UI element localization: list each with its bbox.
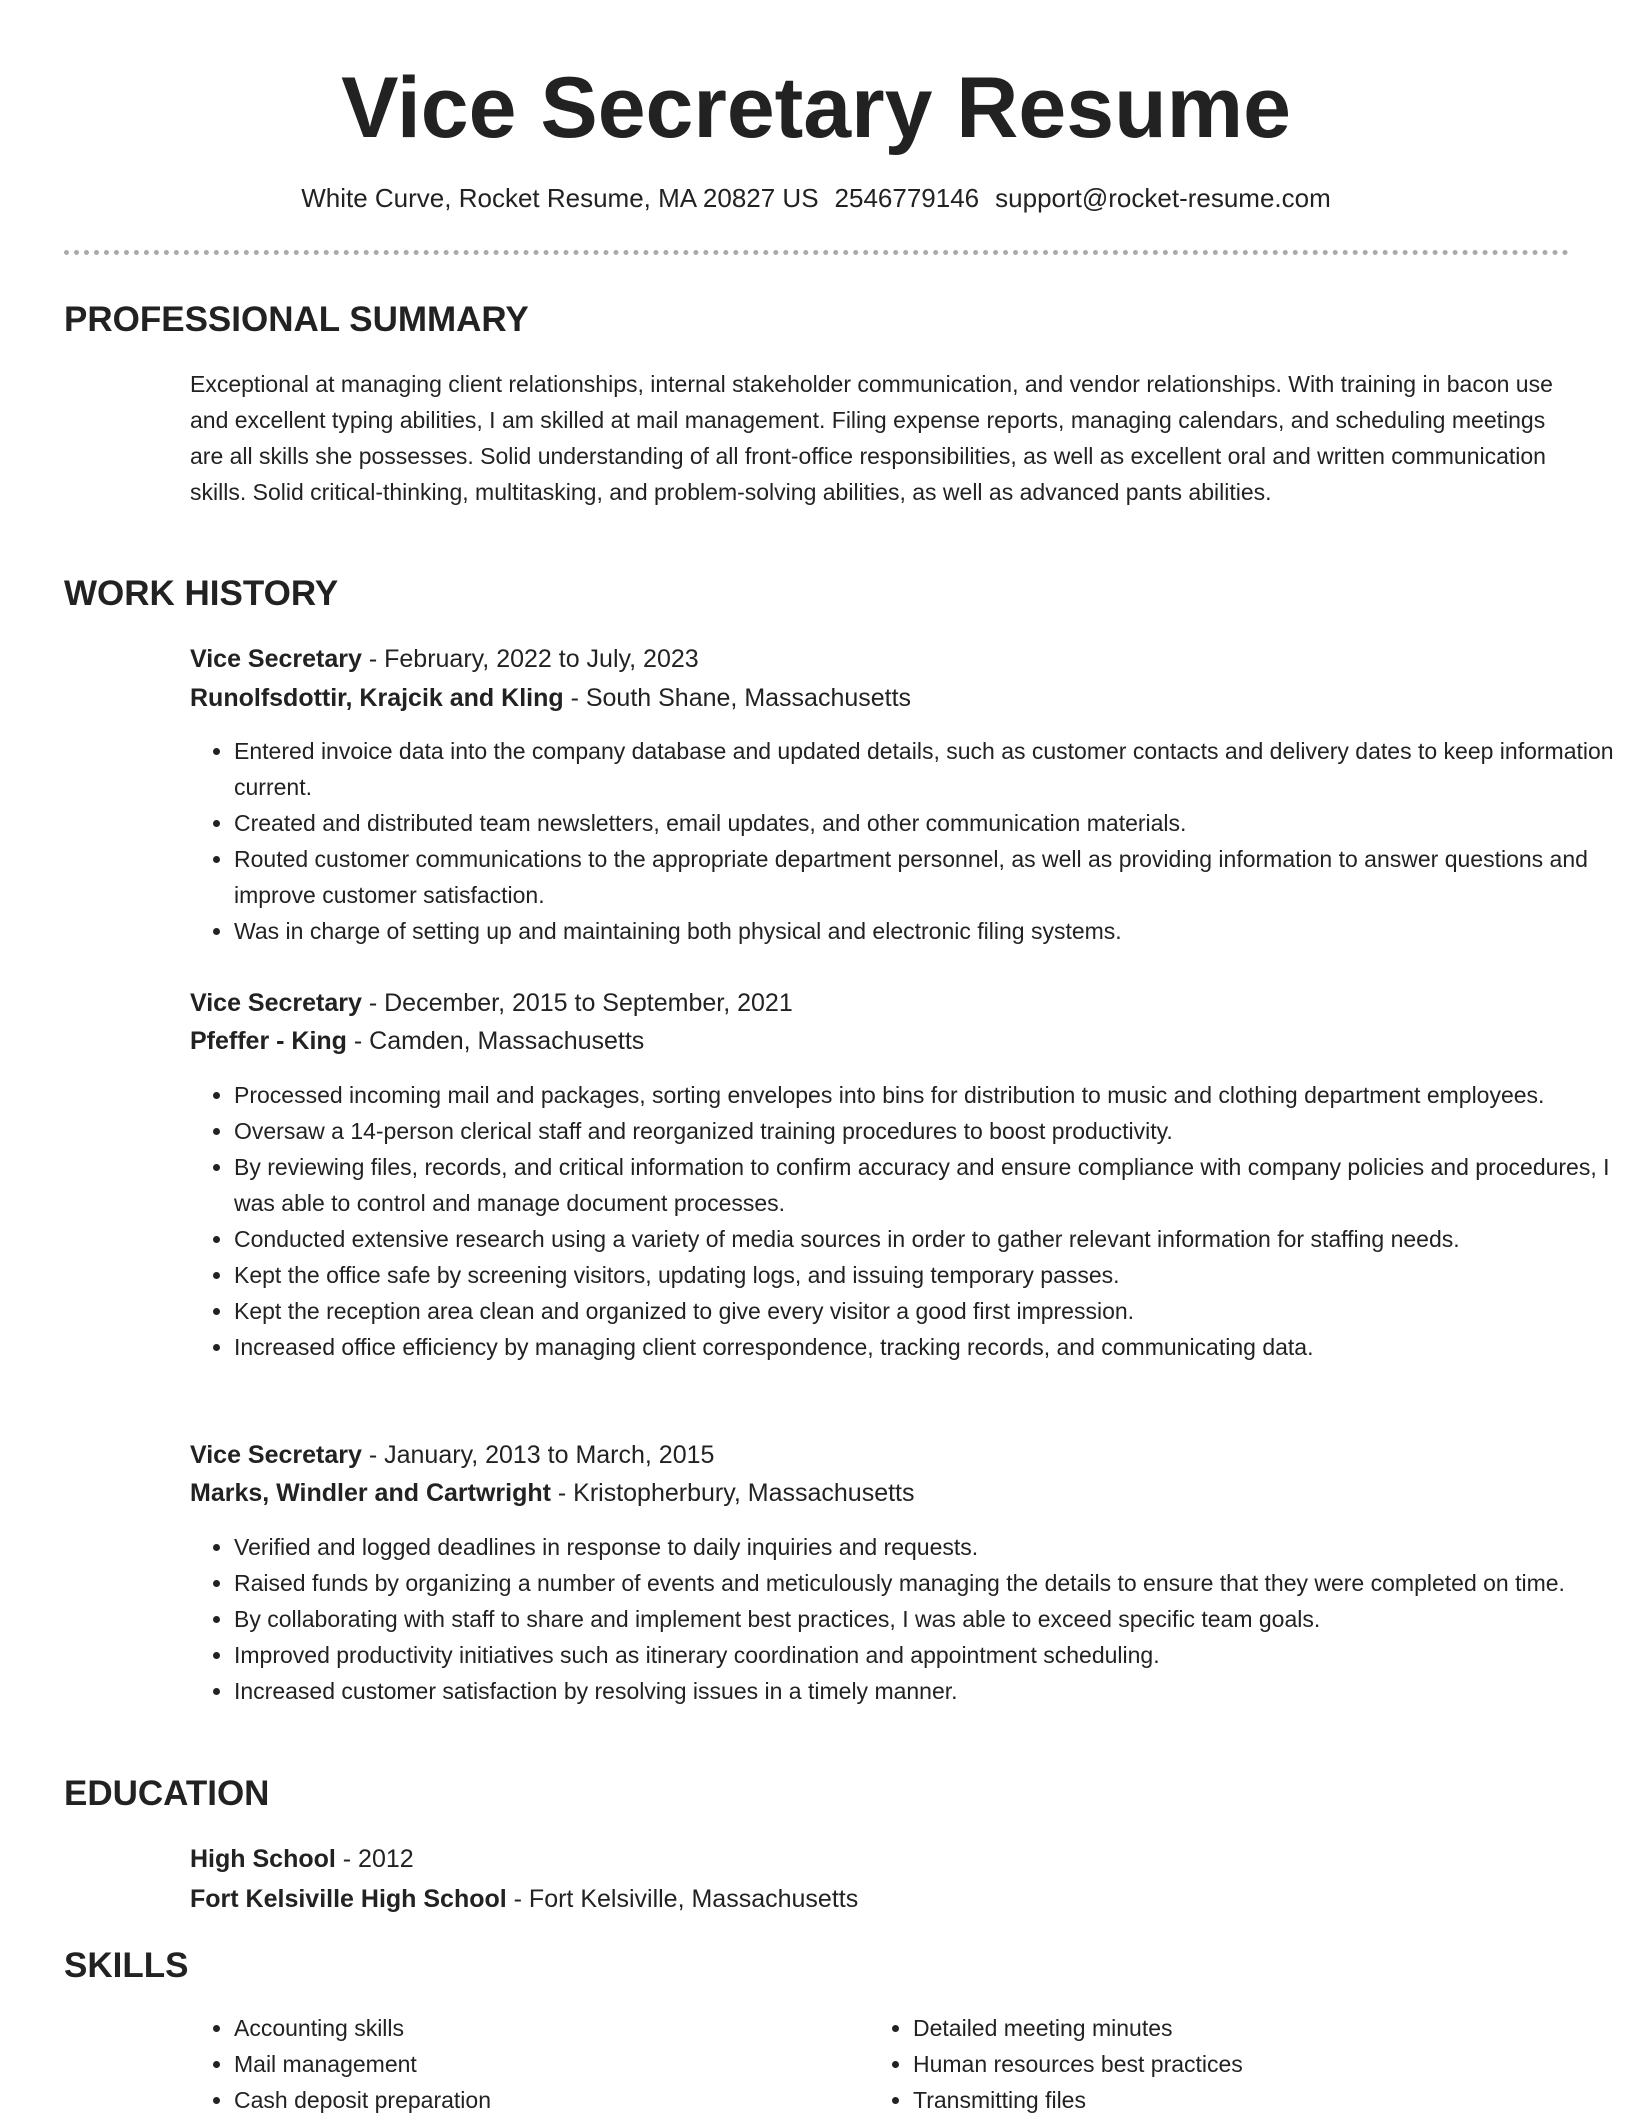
education-school: Fort Kelsiville High School bbox=[190, 1885, 507, 1913]
list-item: • By reviewing files, records, and critical information to confirm accuracy and ensure compliance with company policies and procedures, I was able to control and manage document processes. bbox=[234, 1149, 1619, 1221]
list-item: • Oversaw a 14-person clerical staff and reorganized training procedures to boost productivity. bbox=[234, 1113, 1619, 1149]
job-1-dates: - February, 2022 to July, 2023 bbox=[361, 645, 699, 673]
list-item: • Kept the office safe by screening visitors, updating logs, and issuing temporary passes. bbox=[234, 1257, 1619, 1293]
list-item: • Increased office efficiency by managing client correspondence, tracking records, and communicating data. bbox=[234, 1329, 1619, 1365]
job-1-company: Runolfsdottir, Krajcik and Kling bbox=[190, 684, 564, 712]
work-history-heading: WORK HISTORY bbox=[64, 574, 339, 613]
summary-text: Exceptional at managing client relationships, internal stakeholder communication, and vendor relationships. With training in bacon use and excellent typing abilities, I am skilled at mail management. Filing expense reports, managing calendars, and scheduling meetings are all skills she possesses. Solid understanding of all front-office responsibilities, as well as excellent oral and written communication skills. Solid critical-thinking, multitasking, and problem-solving abilities, as well as advanced pants abilities. bbox=[190, 371, 1553, 505]
skills-heading: SKILLS bbox=[64, 1946, 189, 1985]
header-divider bbox=[64, 250, 1569, 255]
education-year: - 2012 bbox=[335, 1845, 414, 1873]
education-location: - Fort Kelsiville, Massachusetts bbox=[506, 1885, 859, 1913]
list-item: • Routed customer communications to the appropriate department personnel, as well as providing information to answer questions and improve customer satisfaction. bbox=[234, 841, 1619, 913]
job-2-title: Vice Secretary bbox=[190, 989, 362, 1017]
job-2-company: Pfeffer - King bbox=[190, 1027, 347, 1055]
contact-line bbox=[0, 178, 1632, 218]
list-item: • Raised funds by organizing a number of events and meticulously managing the details to ensure that they were completed on time. bbox=[234, 1565, 1619, 1601]
list-item: • Conducted extensive research using a variety of media sources in order to gather relevant information for staffing needs. bbox=[234, 1221, 1619, 1257]
job-1-title: Vice Secretary bbox=[190, 645, 362, 673]
contact-phone: 2546779146 bbox=[834, 183, 980, 213]
job-3-company: Marks, Windler and Cartwright bbox=[190, 1479, 551, 1507]
list-item: • Mail management bbox=[234, 2046, 834, 2082]
education-degree: High School bbox=[190, 1845, 336, 1873]
job-1-location: - South Shane, Massachusetts bbox=[563, 684, 912, 712]
contact-address: White Curve, Rocket Resume, MA 20827 US bbox=[301, 183, 819, 213]
list-item: • Improved productivity initiatives such as itinerary coordination and appointment scheduling. bbox=[234, 1637, 1619, 1673]
list-item: • Transmitting files bbox=[913, 2082, 1513, 2118]
skills-list-right bbox=[869, 2010, 1513, 2118]
job-2-bullets bbox=[190, 1077, 1619, 1365]
job-1-company-line bbox=[190, 679, 911, 717]
list-item: • Cash deposit preparation bbox=[234, 2082, 834, 2118]
education-degree-line bbox=[190, 1840, 414, 1878]
resume-title: Vice Secretary Resume bbox=[341, 60, 1291, 156]
job-2-dates: - December, 2015 to September, 2021 bbox=[361, 989, 793, 1017]
education-school-line bbox=[190, 1880, 858, 1918]
job-3-title-line bbox=[190, 1436, 714, 1474]
job-3-company-line bbox=[190, 1474, 915, 1512]
list-item: • Entered invoice data into the company database and updated details, such as customer contacts and delivery dates to keep information current. bbox=[234, 733, 1619, 805]
job-3-location: - Kristopherbury, Massachusetts bbox=[550, 1479, 915, 1507]
list-item: • Verified and logged deadlines in response to daily inquiries and requests. bbox=[234, 1529, 1619, 1565]
job-3-title: Vice Secretary bbox=[190, 1441, 362, 1469]
list-item: • Processed incoming mail and packages, sorting envelopes into bins for distribution to music and clothing department employees. bbox=[234, 1077, 1619, 1113]
list-item: • Detailed meeting minutes bbox=[913, 2010, 1513, 2046]
education-heading: EDUCATION bbox=[64, 1774, 270, 1813]
job-3-dates: - January, 2013 to March, 2015 bbox=[361, 1441, 715, 1469]
list-item: • Kept the reception area clean and organized to give every visitor a good first impression. bbox=[234, 1293, 1619, 1329]
job-2-company-line bbox=[190, 1022, 644, 1060]
list-item: • Human resources best practices bbox=[913, 2046, 1513, 2082]
job-1-title-line bbox=[190, 640, 699, 678]
skills-list-left bbox=[190, 2010, 834, 2118]
job-2-title-line bbox=[190, 984, 793, 1022]
job-2-location: - Camden, Massachusetts bbox=[346, 1027, 645, 1055]
list-item: • Created and distributed team newsletters, email updates, and other communication materials. bbox=[234, 805, 1619, 841]
list-item: • By collaborating with staff to share and implement best practices, I was able to exceed specific team goals. bbox=[234, 1601, 1619, 1637]
list-item: • Increased customer satisfaction by resolving issues in a timely manner. bbox=[234, 1673, 1619, 1709]
list-item: • Accounting skills bbox=[234, 2010, 834, 2046]
job-1-bullets bbox=[190, 733, 1619, 949]
contact-email: support@rocket-resume.com bbox=[995, 183, 1331, 213]
job-3-bullets bbox=[190, 1529, 1619, 1709]
list-item: • Was in charge of setting up and maintaining both physical and electronic filing systems. bbox=[234, 913, 1619, 949]
summary-heading: PROFESSIONAL SUMMARY bbox=[64, 300, 529, 339]
